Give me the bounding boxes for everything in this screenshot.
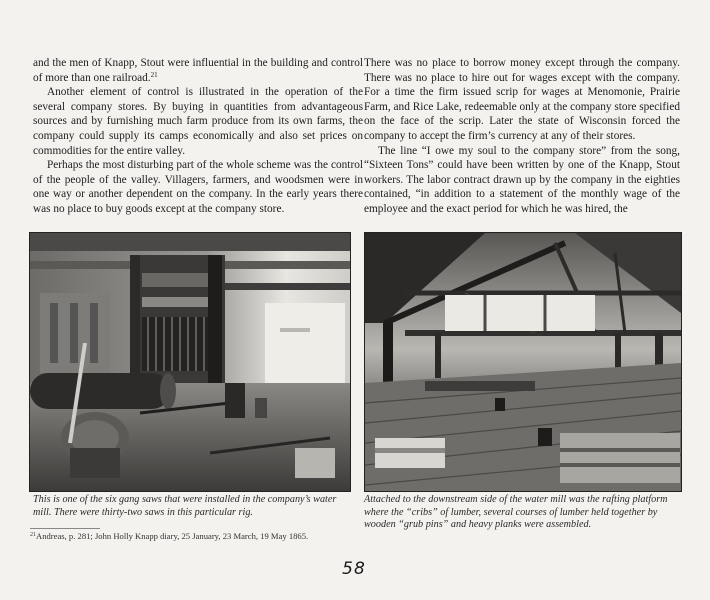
- footnote: [30, 531, 650, 541]
- gang-saw-caption: This is one of the six gang saws that were installed in the company’s water mill. There were thirty-two saws in this particular rig.: [33, 494, 337, 518]
- left-paragraph-1: and the men of Knapp, Stout were influential in the building and control of more than one railroad.$^{21}$: [33, 57, 363, 84]
- left-paragraph-3: Perhaps the most disturbing part of the whole scheme was the control of the people of the valley. Villagers, farmers, and woodsmen were in one way or another dependent on the company. In the early years there was no place to buy goods except at the company store.: [33, 159, 363, 215]
- right-paragraph-2: The line “I owe my soul to the company store” from the song, “Sixteen Tons” could have been written by one of the Knapp, Stout workers. The labor contract drawn up by the company in the eighties contained, “in addition to a statement of the monthly wage of the employee and the exact period for which he was hired, the: [364, 144, 680, 215]
- rafting-platform-caption: Attached to the downstream side of the water mill was the rafting platform where the “cribs” of lumber, several courses of lumber held together by wooden “grub pins” and heavy planks were assembled.: [364, 494, 668, 531]
- right-paragraph-1: There was no place to borrow money except through the company. There was no place to hire out for wages except with the company. For a time the firm issued scrip for wages at Menomonie, Prairie Farm, and Rice Lake, redeemable only at the company store specified on the face of the scrip. Later the state of Wisconsin forced the company to accept the firm’s currency at any of their stores.: [364, 57, 680, 142]
- gang-saw-illustration: [30, 233, 350, 491]
- left-text-column: [33, 56, 363, 217]
- page-number: 58: [342, 559, 366, 579]
- left-paragraph-2: Another element of control is illustrated in the operation of the several company stores. By buying in quantities from advantageous sources and by furnishing much farm produce from its own farms, the company could supply its camps economically and also set prices on commodities for the entire valley.: [33, 86, 363, 157]
- footnote-text: Andreas, p. 281; John Holly Knapp diary, 25 January, 23 March, 19 May 1865.: [36, 531, 309, 541]
- footnote-number: 21: [30, 532, 36, 538]
- rafting-platform-photo: [364, 232, 682, 492]
- footnote-reference: 21: [150, 70, 158, 79]
- gang-saw-photo: [29, 232, 351, 492]
- footnote-divider: [30, 528, 100, 529]
- rafting-platform-illustration: [365, 233, 681, 491]
- right-text-column: [364, 56, 680, 217]
